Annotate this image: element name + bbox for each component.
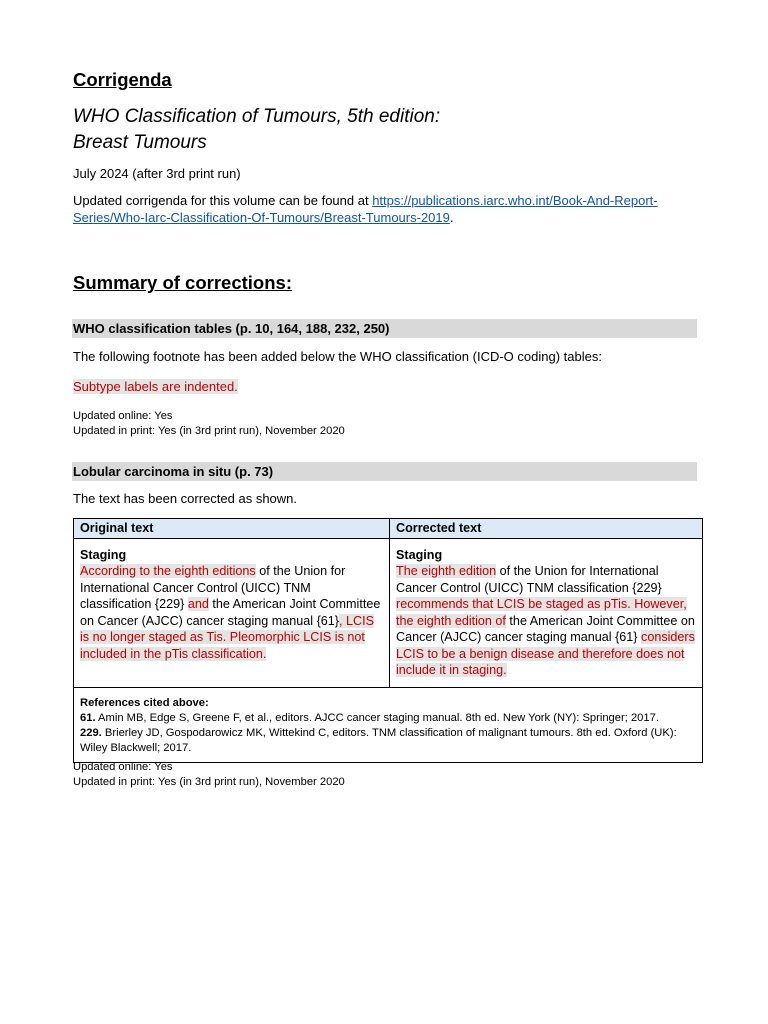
references-row <box>74 687 703 762</box>
section-heading-classification-tables: WHO classification tables (p. 10, 164, 188, 232, 250) <box>72 319 697 338</box>
updated-prefix: Updated corrigenda for this volume can be found at <box>73 193 373 208</box>
original-staging-heading: Staging <box>80 547 127 562</box>
column-header-corrected: Corrected text <box>390 519 703 539</box>
references-cell <box>74 687 703 762</box>
original-staging-text: According to the eighth editions of the Union for International Cancer Control (UICC) TNM classification {229} and the American Joint Committee on Cancer (AJCC) cancer staging manual {61}, LCIS is no longer staged as Tis. Pleomorphic LCIS is not included in the pTis classification. <box>80 564 381 661</box>
original-text-cell <box>74 538 390 687</box>
table-header-row <box>74 519 703 539</box>
volume-title-line2: Breast Tumours <box>73 132 207 153</box>
updated-suffix: . <box>449 210 454 225</box>
reference-61: 61. Amin MB, Edge S, Greene F, et al., editors. AJCC cancer staging manual. 8th ed. New York (NY): Springer; 2017. <box>80 711 659 724</box>
section1-updated-online: Updated online: Yes <box>73 410 173 422</box>
volume-title <box>73 104 440 156</box>
corrections-table <box>73 518 703 763</box>
summary-title: Summary of corrections: <box>73 272 292 293</box>
volume-title-line1: WHO Classification of Tumours, 5th edition: <box>73 106 441 127</box>
section1-intro: The following footnote has been added below the WHO classification (ICD-O coding) tables: <box>73 349 602 364</box>
section2-updated-print: Updated in print: Yes (in 3rd print run), November 2020 <box>73 776 345 788</box>
section1-footnote: Subtype labels are indented. <box>73 379 238 394</box>
corrected-staging-heading: Staging <box>396 547 443 562</box>
section2-updated-online: Updated online: Yes <box>73 761 173 773</box>
corrected-text-cell <box>390 538 703 687</box>
reference-229: 229. Brierley JD, Gospodarowicz MK, Wittekind C, editors. TNM classification of malignant tumours. 8th ed. Oxford (UK): Wiley Blackwell; 2017. <box>80 726 677 754</box>
corrected-staging-text: The eighth edition of the Union for International Cancer Control (UICC) TNM classification {229} recommends that LCIS be staged as pTis. However, the eighth edition of the American Joint Committee on Cancer (AJCC) cancer staging manual {61} considers LCIS to be a benign disease and therefore does not include it in staging. <box>396 564 695 677</box>
column-header-original: Original text <box>74 519 390 539</box>
updated-corrigenda-text <box>73 192 713 226</box>
date-text: July 2024 (after 3rd print run) <box>73 166 241 181</box>
corrigenda-link[interactable]: https://publications.iarc.who.int/Book-And-Report- Series/Who-Iarc-Classification-Of-Tumours/Breast-Tumours-2019 <box>73 193 658 225</box>
section1-updated-print: Updated in print: Yes (in 3rd print run), November 2020 <box>73 425 345 437</box>
references-title: References cited above: <box>80 696 209 709</box>
section-heading-lcis: Lobular carcinoma in situ (p. 73) <box>72 462 697 481</box>
table-row <box>74 538 703 687</box>
section2-intro: The text has been corrected as shown. <box>73 491 298 506</box>
page-title: Corrigenda <box>73 69 172 90</box>
